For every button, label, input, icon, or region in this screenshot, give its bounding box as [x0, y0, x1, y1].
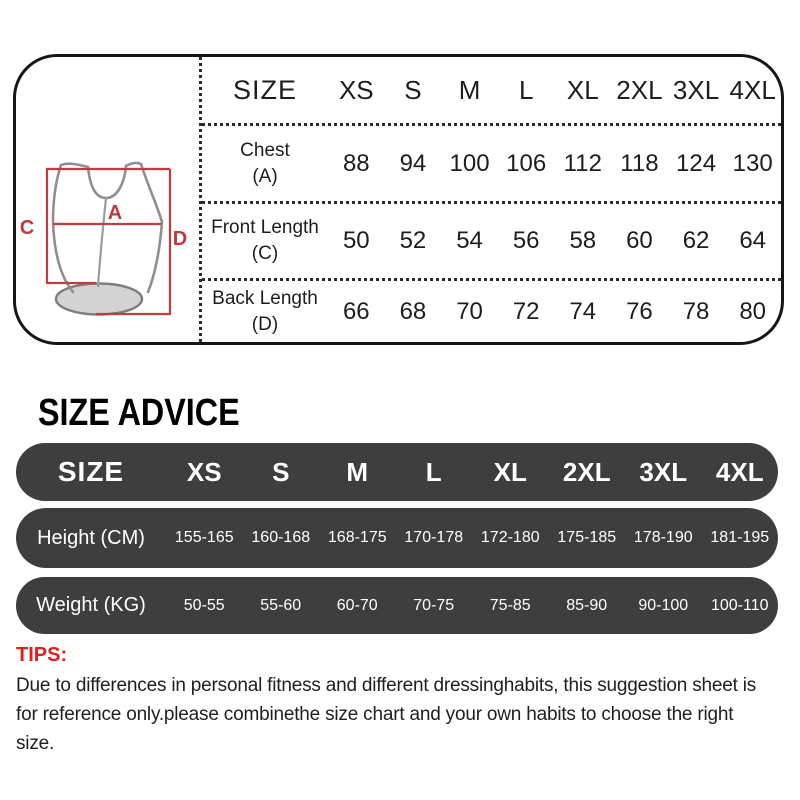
front-length-value: 56 [512, 227, 540, 254]
back-length-value: 80 [739, 297, 767, 325]
tips-title: TIPS: [16, 644, 68, 666]
chest-value: 112 [563, 149, 602, 177]
advice-height-bar [16, 508, 778, 568]
height-value: 172-180 [480, 529, 540, 546]
size-table-header-row [202, 57, 781, 123]
advice-col-l: L [425, 456, 442, 487]
vest-illustration [18, 155, 198, 335]
size-col-l: L [518, 74, 534, 105]
advice-col-s: S [272, 456, 290, 487]
front-length-value: 62 [682, 227, 710, 254]
advice-col-xl: XL [493, 456, 527, 487]
size-col-m: M [458, 74, 481, 105]
advice-weight-bar [16, 577, 778, 634]
back-length-row-label [202, 286, 328, 338]
chest-value: 94 [399, 149, 427, 177]
height-value: 160-168 [251, 529, 311, 546]
weight-value: 85-90 [566, 596, 608, 614]
front-length-value: 58 [569, 227, 597, 254]
back-length-row [202, 278, 781, 342]
chest-row [202, 123, 781, 201]
weight-value: 55-60 [260, 596, 302, 614]
chest-label: Chest [240, 139, 290, 161]
height-value: 175-185 [557, 529, 617, 546]
height-value: 181-195 [710, 529, 770, 546]
back-length-value: 78 [682, 297, 710, 325]
size-col-4xl: 4XL [729, 74, 776, 105]
front-length-label: Front Length [211, 217, 319, 238]
chest-row-label [202, 138, 328, 190]
tips-body: Due to differences in personal fitness and different dressinghabits, this suggestion sheet is for reference only.please combinethe size chart and your own habits to choose the right size. [16, 675, 757, 754]
front-length-row-label [202, 215, 328, 267]
height-row-label: Height (CM) [37, 526, 145, 549]
advice-header-bar [16, 443, 778, 501]
front-length-value: 60 [626, 227, 653, 254]
chest-value: 106 [506, 149, 547, 177]
advice-col-4xl: 4XL [715, 456, 764, 487]
size-col-2xl: 2XL [616, 74, 663, 105]
front-length-sub-label: (C) [251, 243, 279, 264]
front-length-value: 52 [399, 227, 427, 254]
size-advice-title: SIZE ADVICE [38, 392, 240, 434]
advice-col-m: M [346, 456, 369, 487]
measurement-label-c: C [19, 217, 34, 239]
size-col-xs: XS [338, 74, 374, 105]
front-length-value: 50 [342, 227, 370, 254]
chest-value: 118 [620, 149, 659, 177]
size-col-3xl: 3XL [672, 74, 720, 105]
front-length-value: 54 [456, 227, 483, 254]
chest-sub-label: (A) [252, 165, 278, 187]
size-col-s: S [404, 74, 422, 105]
front-length-row [202, 201, 781, 278]
front-length-value: 64 [739, 227, 767, 254]
size-header-label: SIZE [232, 74, 297, 105]
height-value: 170-178 [404, 529, 464, 546]
weight-value: 90-100 [638, 596, 689, 614]
measurement-label-d: D [172, 228, 187, 250]
advice-col-2xl: 2XL [562, 456, 611, 487]
weight-value: 70-75 [413, 596, 455, 614]
weight-value: 75-85 [489, 596, 531, 614]
back-length-sub-label: (D) [251, 313, 279, 335]
vest-diagram-cell [16, 57, 202, 342]
size-table-grid [202, 57, 781, 342]
weight-value: 50-55 [183, 596, 225, 614]
advice-col-3xl: 3XL [639, 456, 688, 487]
weight-value: 100-110 [710, 596, 769, 614]
size-col-xl: XL [566, 74, 599, 105]
weight-row-label: Weight (KG) [36, 594, 146, 616]
measurement-label-a: A [107, 202, 122, 224]
back-length-value: 76 [626, 297, 653, 325]
back-length-value: 70 [456, 297, 483, 325]
back-length-value: 74 [569, 297, 597, 325]
height-value: 155-165 [174, 529, 234, 546]
advice-col-xs: XS [186, 456, 222, 487]
chest-value: 124 [676, 149, 717, 177]
tips-section [16, 644, 764, 758]
weight-value: 60-70 [336, 596, 378, 614]
back-length-value: 72 [512, 297, 540, 325]
back-length-value: 68 [399, 297, 427, 325]
chest-value: 130 [732, 149, 773, 177]
vest-outline [53, 163, 162, 292]
chest-value: 88 [342, 149, 370, 177]
height-value: 168-175 [327, 529, 387, 546]
height-value: 178-190 [633, 529, 693, 546]
size-chart-table [13, 54, 784, 345]
back-length-value: 66 [342, 297, 370, 325]
back-length-label: Back Length [212, 287, 318, 309]
chest-value: 100 [449, 149, 490, 177]
advice-size-label: SIZE [57, 456, 125, 487]
